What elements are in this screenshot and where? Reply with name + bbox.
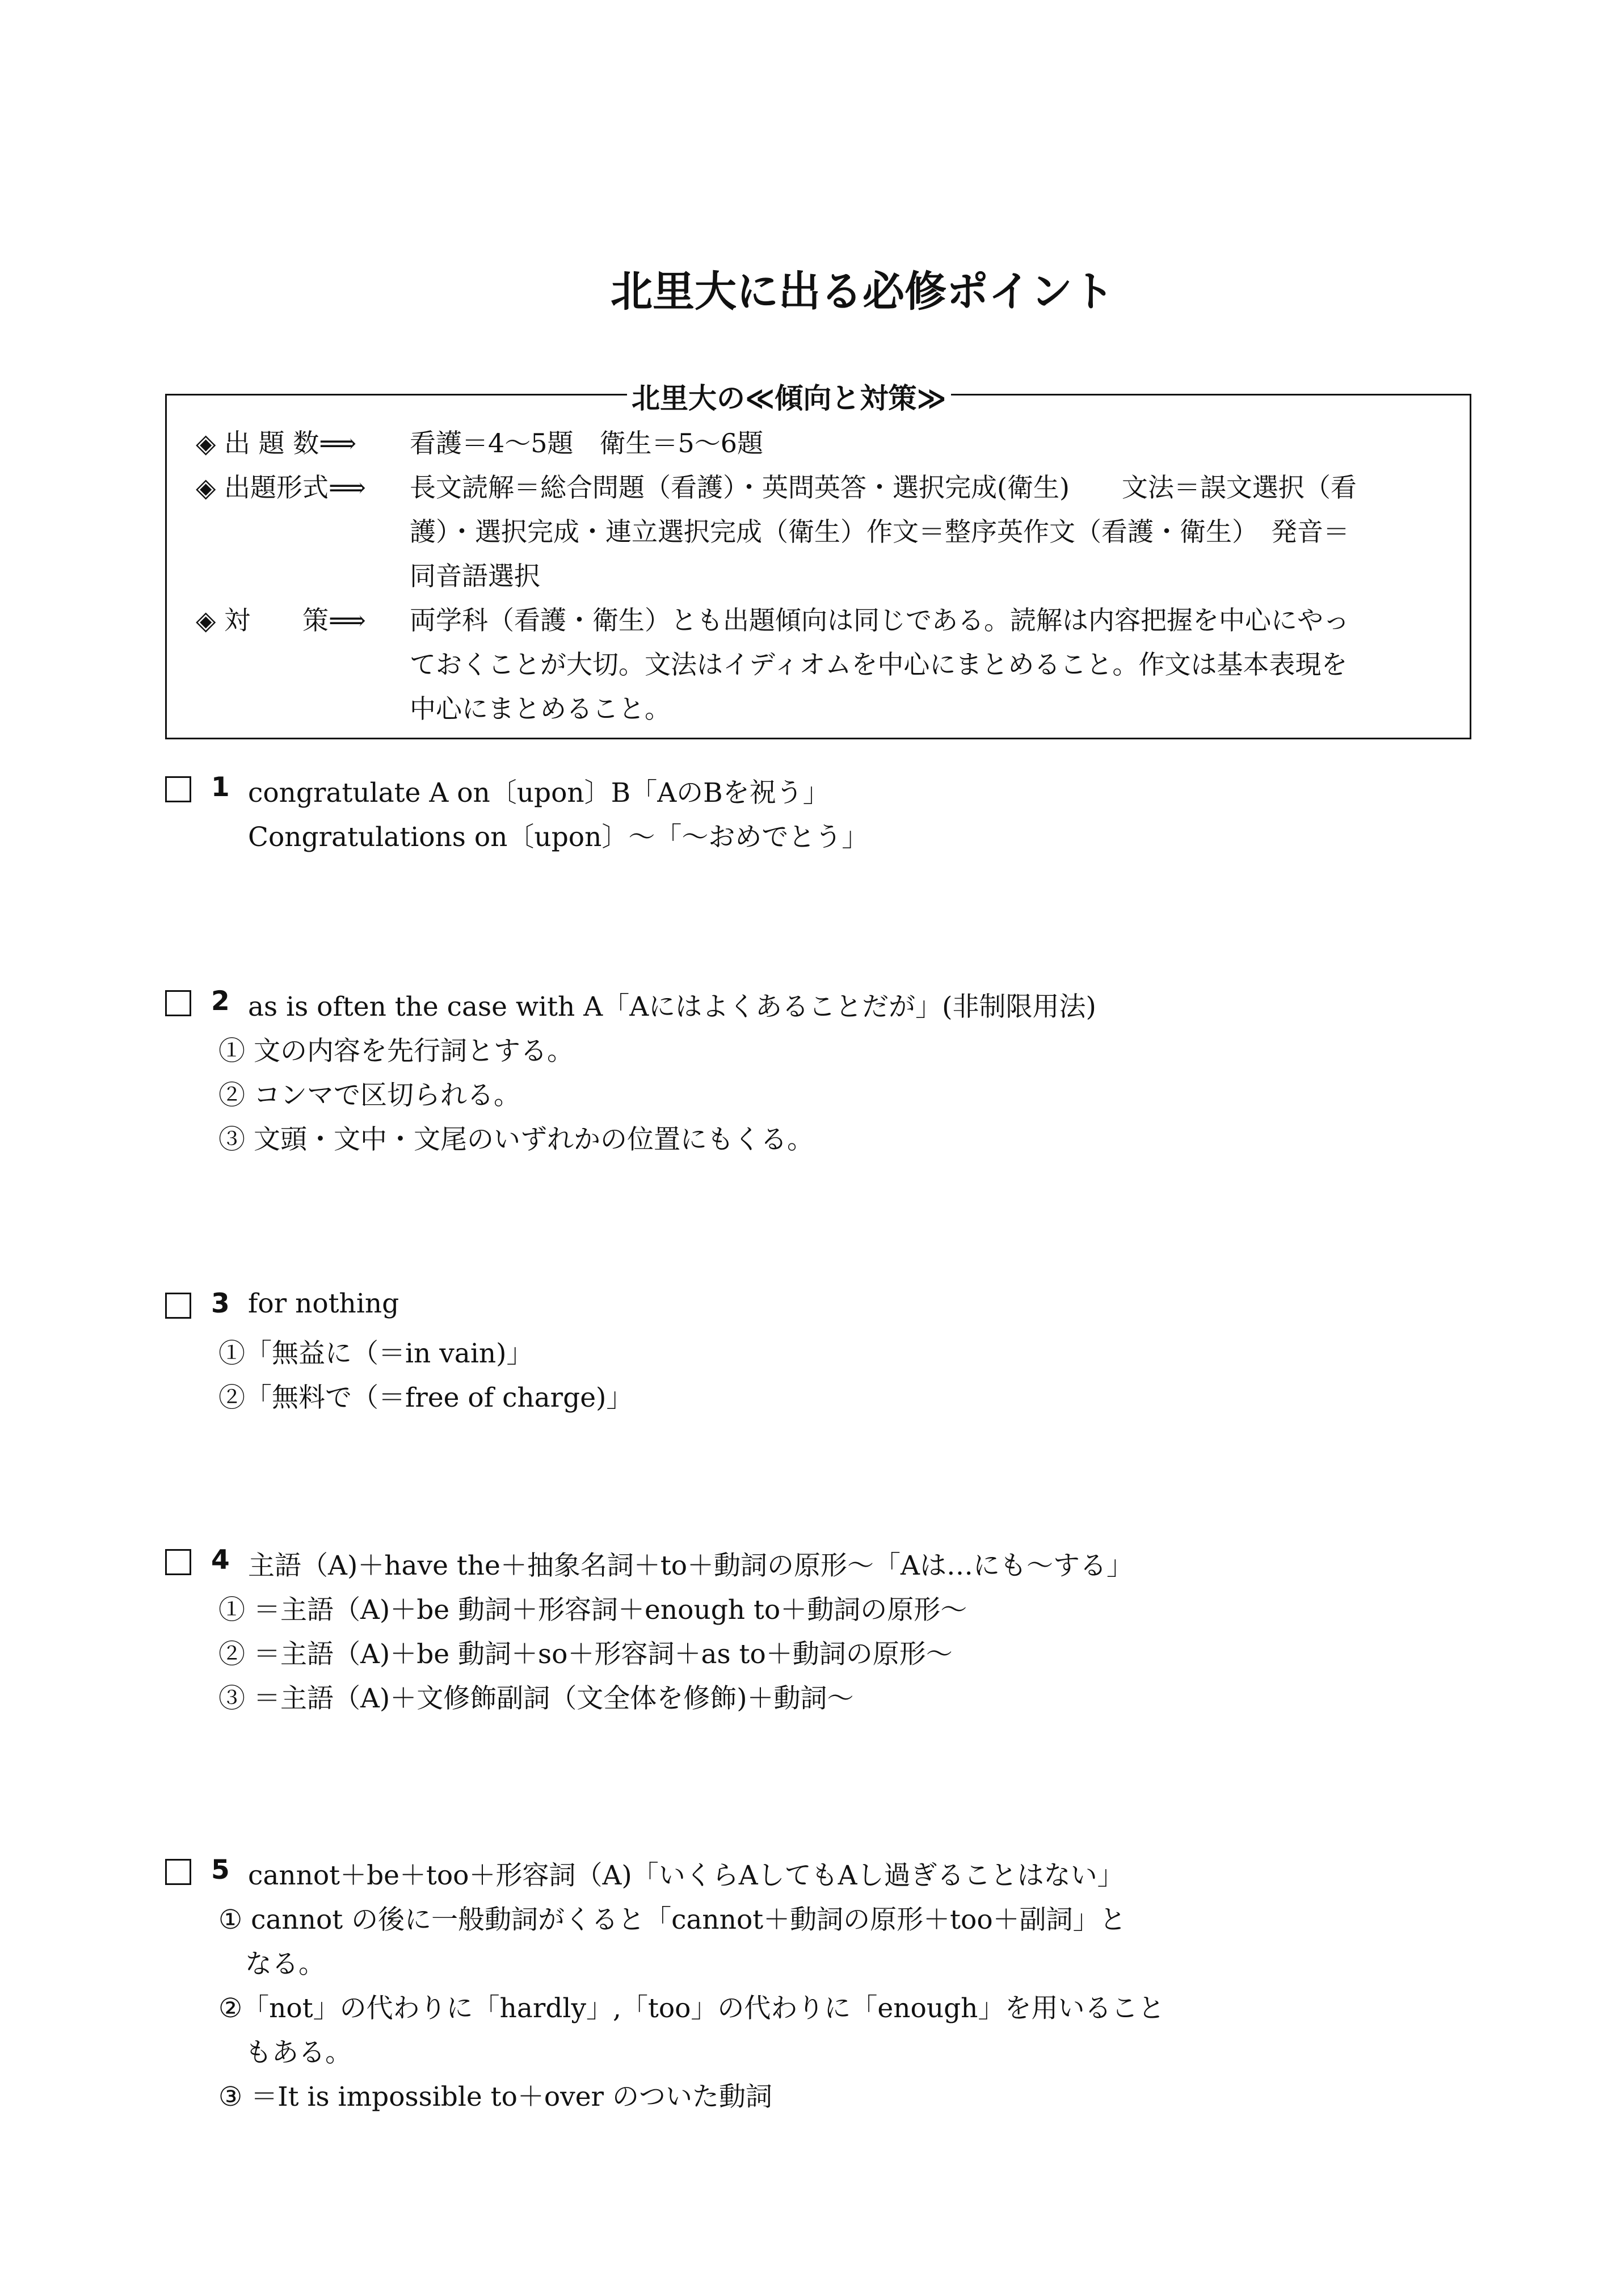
page-title: 北里大に出る必修ポイント — [611, 267, 1114, 316]
row-text: ておくことが大切。文法はイディオムを中心にまとめること。作文は基本表現を — [410, 649, 1348, 680]
row-text: 同音語選択 — [410, 561, 540, 591]
item-heading: congratulate A on〔upon〕B「AのBを祝う」 — [248, 777, 830, 809]
checkbox[interactable] — [165, 1859, 191, 1885]
row-label-strategy: ◈ 対 策⟹ — [196, 605, 366, 636]
item-sub: ① cannot の後に一般動詞がくると「cannot＋動詞の原形＋too＋副詞」と — [218, 1904, 1126, 1935]
row-label-format: ◈ 出題形式⟹ — [196, 472, 366, 503]
item-number: 5 — [211, 1854, 230, 1886]
item-sub: ③ ＝It is impossible to＋over のついた動詞 — [218, 2081, 772, 2113]
item-sub: ③ 文頭・文中・文尾のいずれかの位置にもくる。 — [218, 1124, 814, 1155]
item-sub: ②「not」の代わりに「hardly」,「too」の代わりに「enough」を用いること — [218, 1993, 1165, 2024]
item-number: 2 — [211, 986, 230, 1017]
item-sub: なる。 — [218, 1949, 325, 1980]
checkbox[interactable] — [165, 1549, 191, 1575]
item-sub: ① 文の内容を先行詞とする。 — [218, 1036, 574, 1067]
checkbox[interactable] — [165, 990, 191, 1016]
row-label-count: ◈ 出 題 数⟹ — [196, 428, 357, 458]
row-text: 中心にまとめること。 — [410, 693, 671, 724]
item-sub: ① ＝主語（A)＋be 動詞＋形容詞＋enough to＋動詞の原形〜 — [218, 1594, 967, 1626]
row-text: 両学科（看護・衛生）とも出題傾向は同じである。読解は内容把握を中心にやっ — [410, 605, 1349, 636]
item-number: 3 — [211, 1288, 230, 1319]
item-heading: as is often the case with A「Aにはよくあることだが」(非制限用法) — [248, 991, 1096, 1023]
item-sub: ② コンマで区切られる。 — [218, 1080, 520, 1111]
row-text: 護）・選択完成・連立選択完成（衛生）作文＝整序英作文（看護・衛生） 発音＝ — [410, 516, 1349, 547]
item-number: 1 — [211, 772, 230, 803]
item-sub: ③ ＝主語（A)＋文修飾副詞（文全体を修飾)＋動詞〜 — [218, 1683, 854, 1714]
item-sub: Congratulations on〔upon〕〜「〜おめでとう」 — [248, 822, 869, 853]
item-number: 4 — [211, 1545, 230, 1576]
item-sub: ② ＝主語（A)＋be 動詞＋so＋形容詞＋as to＋動詞の原形〜 — [218, 1639, 953, 1670]
item-heading: cannot＋be＋too＋形容詞（A)「いくらAしてもAし過ぎることはない」 — [248, 1860, 1124, 1891]
item-sub: ②「無料で（＝free of charge)」 — [218, 1382, 633, 1413]
item-sub: ①「無益に（＝in vain)」 — [218, 1338, 533, 1369]
item-heading: for nothing — [248, 1288, 399, 1319]
checkbox[interactable] — [165, 776, 191, 802]
row-text: 看護＝4〜5題 衛生＝5〜6題 — [410, 428, 764, 458]
row-text: 長文読解＝総合問題（看護）・英問英答・選択完成(衛生) 文法＝誤文選択（看 — [410, 472, 1357, 503]
item-sub: もある。 — [218, 2037, 352, 2068]
checkbox[interactable] — [165, 1293, 191, 1319]
trend-box — [165, 394, 1471, 739]
item-heading: 主語（A)＋have the＋抽象名詞＋to＋動詞の原形〜「Aは…にも〜する」 — [248, 1550, 1133, 1581]
box-heading: 北里大の≪傾向と対策≫ — [627, 376, 951, 416]
